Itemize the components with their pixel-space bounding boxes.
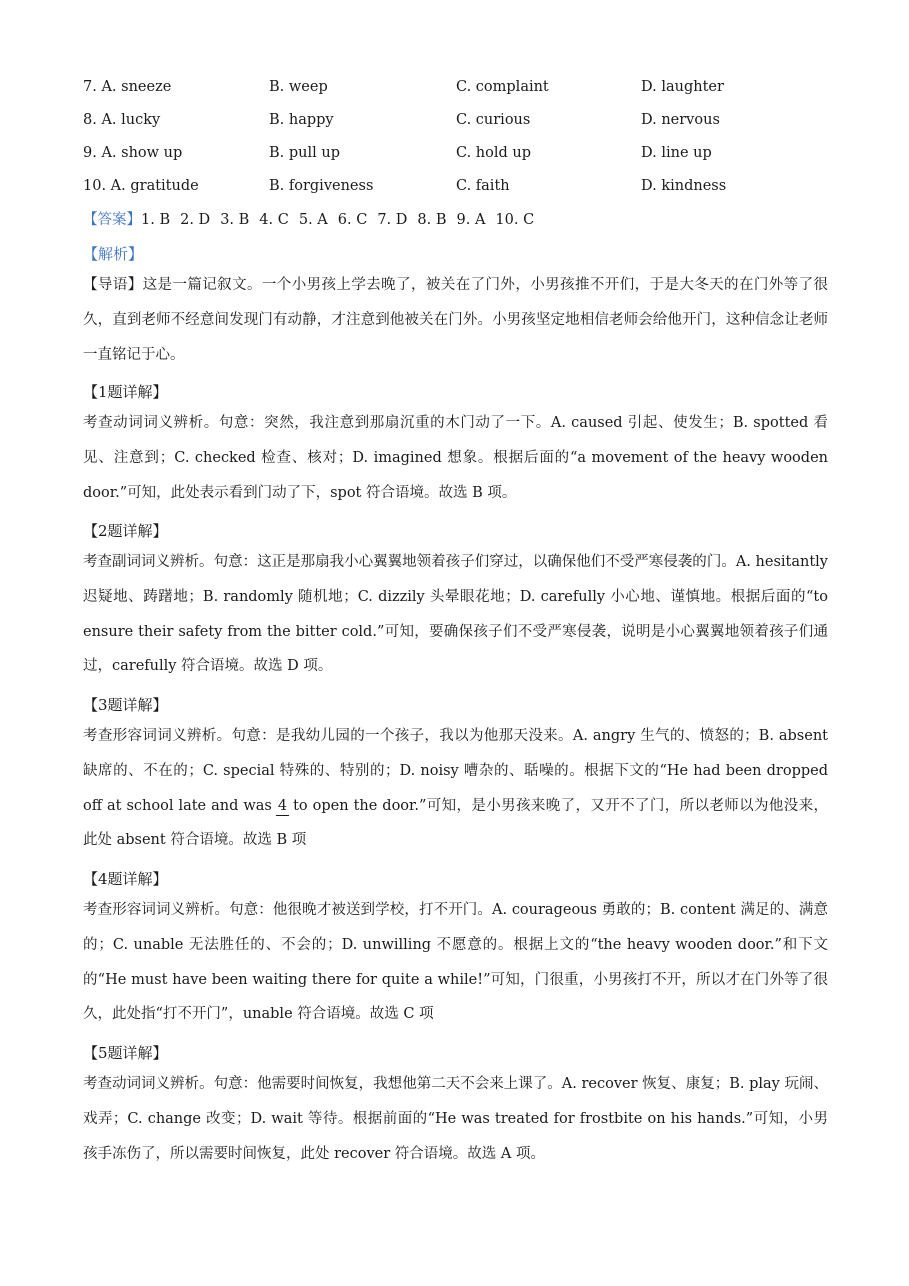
section-text-5: 考查动词词义辨析。句意：他需要时间恢复，我想他第二天不会来上课了。A. recover 恢复、康复；B. play 玩闹、戏弄；C. change 改变；D. wait 等待。根据前面的“He was treated for frostbite on his hands.”可知，小男孩手冻伤了，所以需要时间恢复，此处 recover 符合语境。故选 A 项。 — [83, 1076, 828, 1162]
answer-item: 9. A — [456, 212, 486, 228]
blank-4: 4 — [277, 797, 288, 814]
section-text-4: 考查形容词词义辨析。句意：他很晚才被送到学校，打不开门。A. courageous 勇敢的；B. content 满足的、满意的；C. unable 无法胜任的、不会的；D. unwilling 不愿意的。根据上文的“the heavy wooden door.”和下文的“He must have been waiting there for quite a while!”可知，门很重，小男孩打不开，所以才在门外等了很久，此处指“打不开门”，unable 符合语境。故选 C 项 — [83, 902, 828, 1023]
option-b: B. happy — [269, 112, 334, 128]
option-row-9 — [83, 142, 863, 164]
answer-item: 5. A — [298, 212, 328, 228]
section-heading-2: 【2题详解】 — [83, 522, 168, 540]
option-a: 8. A. lucky — [83, 112, 161, 128]
answer-item: 7. D — [377, 212, 408, 228]
answer-item: 1. B — [141, 212, 171, 228]
answer-item: 6. C — [337, 212, 368, 228]
answer-item: 3. B — [220, 212, 250, 228]
answer-tag: 【答案】 — [83, 212, 141, 228]
answer-item: 10. C — [495, 212, 535, 228]
section-heading-3: 【3题详解】 — [83, 696, 168, 714]
option-a: 10. A. gratitude — [83, 178, 199, 194]
answer-item: 8. B — [417, 212, 447, 228]
option-row-8 — [83, 109, 863, 131]
section-heading-5: 【5题详解】 — [83, 1044, 168, 1062]
option-d: D. line up — [641, 145, 712, 161]
option-d: D. laughter — [641, 79, 724, 95]
section-text-1: 考查动词词义辨析。句意：突然，我注意到那扇沉重的木门动了一下。A. caused 引起、使发生；B. spotted 看见、注意到；C. checked 检查、核对；D. imagined 想象。根据后面的“a movement of the heavy wooden door.”可知，此处表示看到门动了下，spot 符合语境。故选 B 项。 — [83, 415, 828, 501]
option-c: C. complaint — [456, 79, 549, 95]
section-text-3 — [83, 719, 828, 858]
option-d: D. nervous — [641, 112, 720, 128]
section-text-2: 考查副词词义辨析。句意：这正是那扇我小心翼翼地领着孩子们穿过，以确保他们不受严寒侵袭的门。A. hesitantly 迟疑地、踌躇地；B. randomly 随机地；C. dizzily 头晕眼花地；D. carefully 小心地、谨慎地。根据后面的“to ensure their safety from the bitter cold.”可知，要确保孩子们不受严寒侵袭，说明是小心翼翼地领着孩子们通过，carefully 符合语境。故选 D 项。 — [83, 554, 828, 675]
analysis-tag: 【解析】 — [83, 245, 144, 263]
option-a: 9. A. show up — [83, 145, 183, 161]
option-c: C. curious — [456, 112, 531, 128]
section-text-3-before: 考查形容词词义辨析。句意：是我幼儿园的一个孩子，我以为他那天没来。A. angry 生气的、愤怒的；B. absent 缺席的、不在的；C. special 特殊的、特别的；D. noisy 嘈杂的、聒噪的。根据下文的“He had been dropped off at school late and was — [83, 728, 828, 814]
option-b: B. forgiveness — [269, 178, 374, 194]
section-heading-1: 【1题详解】 — [83, 383, 168, 401]
option-d: D. kindness — [641, 178, 727, 194]
answer-line — [83, 208, 544, 232]
guide-paragraph: 【导语】这是一篇记叙文。一个小男孩上学去晚了，被关在了门外，小男孩推不开们，于是大冬天的在门外等了很久，直到老师不经意间发现门有动静，才注意到他被关在门外。小男孩坚定地相信老师会给他开门，这种信念让老师一直铭记于心。 — [83, 277, 828, 363]
option-c: C. faith — [456, 178, 510, 194]
answer-item: 4. C — [259, 212, 289, 228]
section-text-3-after: to open the door.”可知，是小男孩来晚了，又开不了门，所以老师以为他没来，此处 absent 符合语境。故选 B 项 — [83, 797, 828, 849]
option-row-7 — [83, 76, 863, 98]
option-b: B. pull up — [269, 145, 340, 161]
section-heading-4: 【4题详解】 — [83, 870, 168, 888]
option-a: 7. A. sneeze — [83, 79, 172, 95]
option-row-10 — [83, 175, 863, 197]
answer-item: 2. D — [180, 212, 211, 228]
option-c: C. hold up — [456, 145, 532, 161]
option-b: B. weep — [269, 79, 328, 95]
